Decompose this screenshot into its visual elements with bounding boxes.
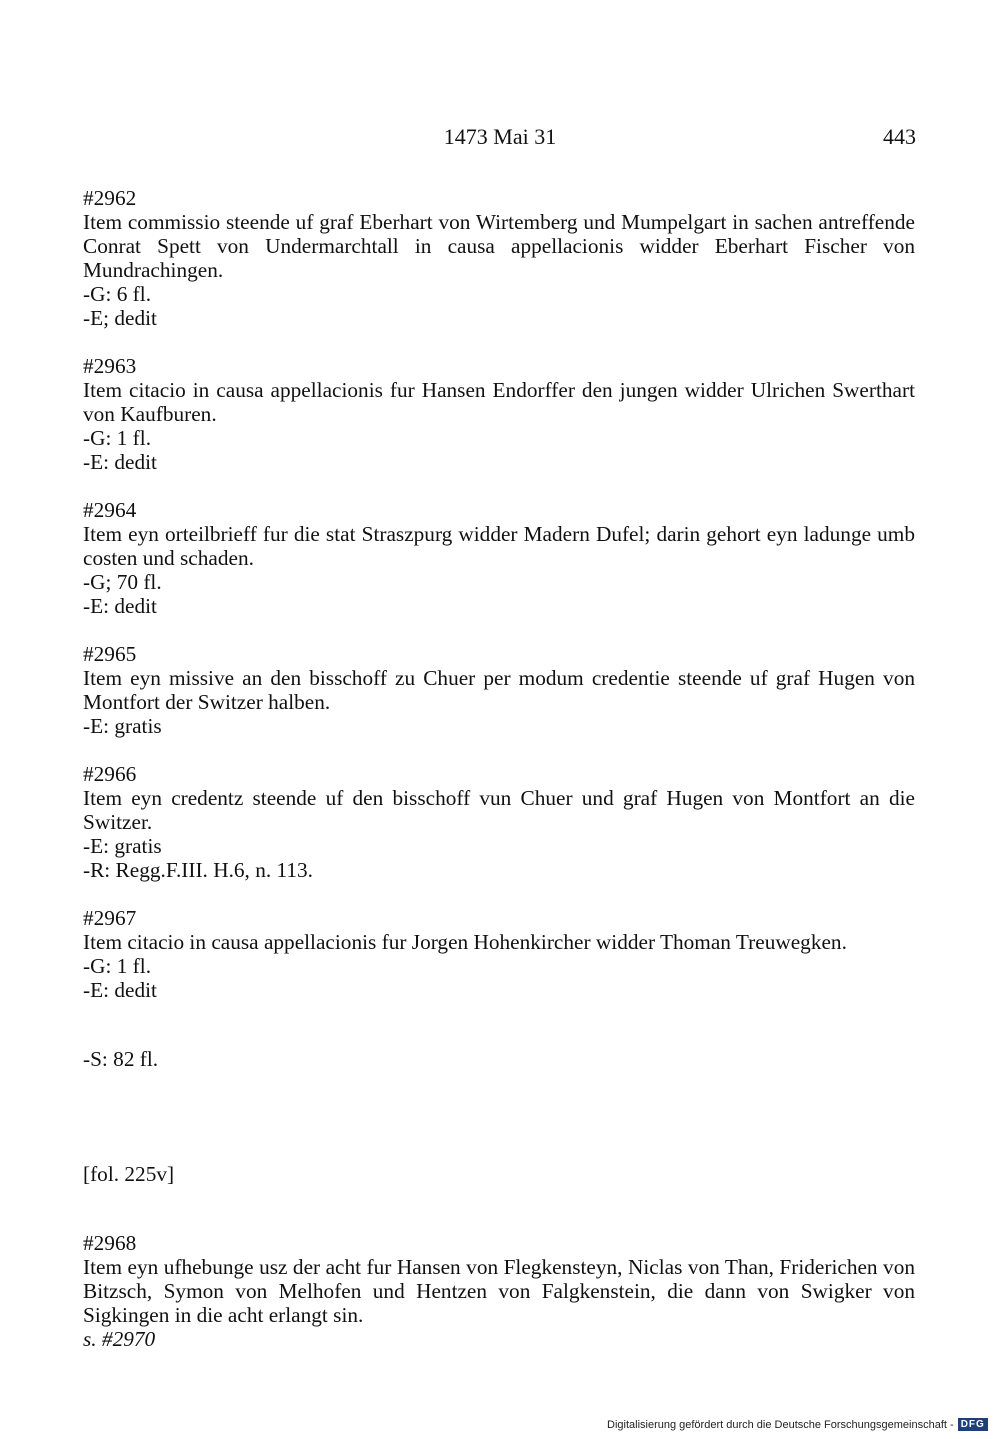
entry-line: -E: dedit — [83, 594, 157, 618]
entry-line: -G; 70 fl. — [83, 570, 162, 594]
entry-line: -E: dedit — [83, 450, 157, 474]
entry-line: -E; dedit — [83, 306, 157, 330]
entry-line: -E: gratis — [83, 714, 162, 738]
entry-id: #2967 — [83, 906, 137, 930]
entry-text: Item eyn credentz steende uf den bisschoff vun Chuer und graf Hugen von Montfort an die Switzer. — [83, 786, 915, 834]
entry-line: -G: 1 fl. — [83, 954, 152, 978]
entry-line: -R: Regg.F.III. H.6, n. 113. — [83, 858, 313, 882]
entry-id: #2968 — [83, 1231, 137, 1256]
entry-text: Item eyn orteilbrieff fur die stat Straszpurg widder Madern Dufel; darin gehort eyn ladunge umb costen und schaden. — [83, 522, 915, 570]
entry-text: Item citacio in causa appellacionis fur Jorgen Hohenkircher widder Thoman Treuwegken. — [83, 930, 847, 954]
entry-line: -G: 1 fl. — [83, 426, 152, 450]
sum-line: -S: 82 fl. — [83, 1047, 159, 1072]
entry-id: #2966 — [83, 762, 137, 786]
entry-id: #2963 — [83, 354, 137, 378]
entry-2965 — [83, 642, 915, 738]
entry-text: Item citacio in causa appellacionis fur Hansen Endorffer den jungen widder Ulrichen Swerthart von Kaufburen. — [83, 378, 915, 426]
entry-id: #2962 — [83, 186, 137, 210]
entry-2966 — [83, 762, 915, 882]
folio-marker: [fol. 225v] — [83, 1161, 175, 1186]
entry-2962 — [83, 186, 915, 330]
entry-2964 — [83, 498, 915, 618]
entry-line: -G: 6 fl. — [83, 282, 152, 306]
entry-2963 — [83, 354, 915, 474]
entry-2967 — [83, 906, 915, 1002]
entry-id: #2965 — [83, 642, 137, 666]
footer-credit — [607, 1418, 988, 1431]
page-title: 1473 Mai 31 — [443, 124, 557, 149]
entry-line: -E: gratis — [83, 834, 162, 858]
entry-text: Item commissio steende uf graf Eberhart von Wirtemberg und Mumpelgart in sachen antreffende Conrat Spett von Undermarchtall in causa appellacionis widder Eberhart Fischer von Mundrachingen. — [83, 210, 915, 282]
entry-2968 — [83, 1231, 915, 1351]
dfg-logo: DFG — [958, 1418, 988, 1431]
cross-reference: s. #2970 — [83, 1327, 156, 1352]
footer-text: Digitalisierung gefördert durch die Deutsche Forschungsgemeinschaft - — [607, 1418, 954, 1431]
entry-text: Item eyn missive an den bisschoff zu Chuer per modum credentie steende uf graf Hugen von Montfort der Switzer halben. — [83, 666, 915, 714]
entry-line: -E: dedit — [83, 978, 157, 1002]
entry-text: Item eyn ufhebunge usz der acht fur Hansen von Flegkensteyn, Niclas von Than, Friderichen von Bitzsch, Symon von Melhofen und Hentzen von Falgkenstein, die dann von Swigker von Sigkingen in die acht erlangt sin. — [83, 1255, 915, 1328]
page-header — [0, 124, 1000, 154]
entry-id: #2964 — [83, 498, 137, 522]
document-body — [83, 186, 915, 1351]
page-number: 443 — [883, 124, 916, 149]
